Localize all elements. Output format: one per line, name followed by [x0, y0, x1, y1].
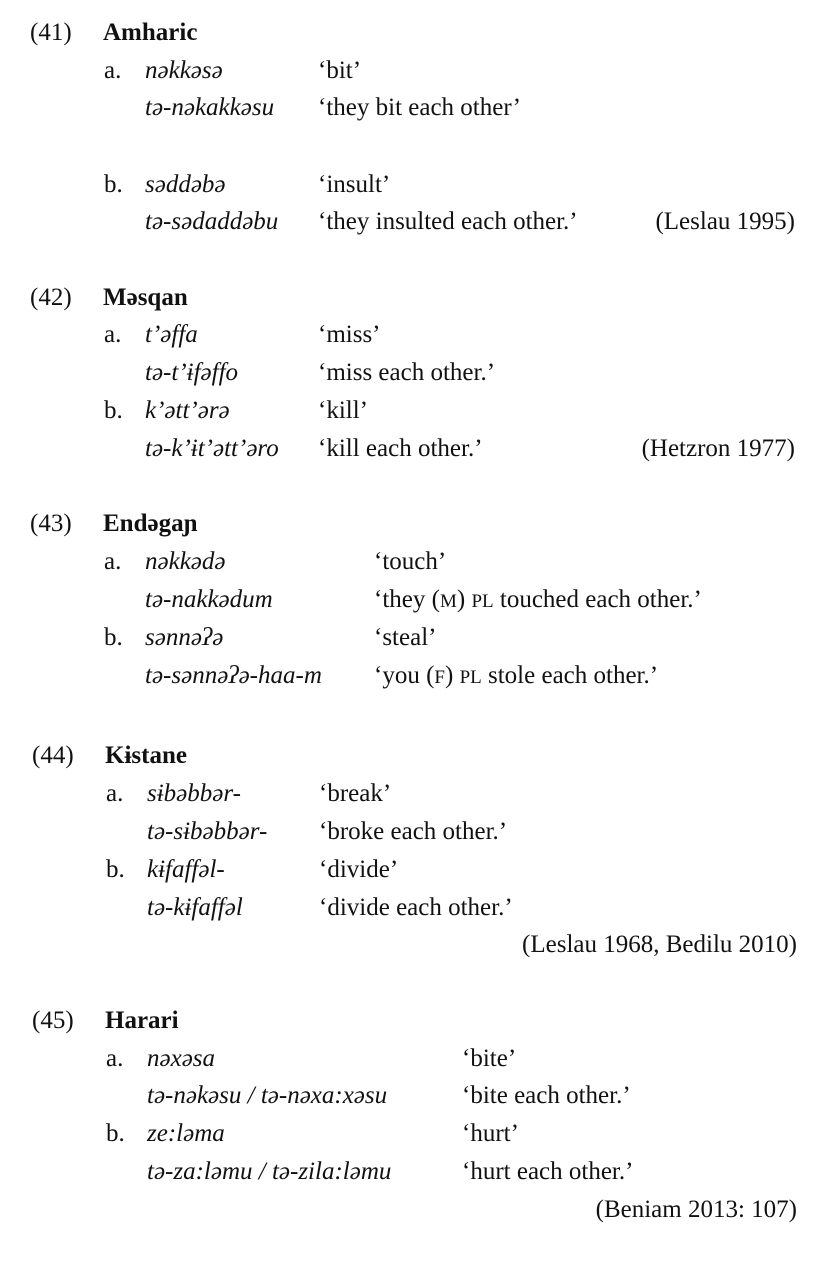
example-44a-letter: a. [106, 780, 124, 807]
example-44a-derived-form: tə-sɨbəbbər- [147, 818, 268, 845]
example-45b-form: ze:ləma [147, 1120, 225, 1147]
example-42b-gloss: ‘kill’ [318, 397, 368, 424]
example-42-number: (42) [30, 284, 72, 311]
example-45b-gloss: ‘hurt’ [462, 1120, 519, 1147]
example-43a-gloss: ‘touch’ [374, 548, 447, 575]
gloss-text: touched each other.’ [493, 586, 702, 613]
example-42a-gloss: ‘miss’ [318, 321, 381, 348]
example-41b-derived-gloss: ‘they insulted each other.’ [318, 208, 578, 235]
example-44b-derived-gloss: ‘divide each other.’ [319, 894, 513, 921]
example-41-language: Amharic [103, 19, 198, 46]
example-41a-letter: a. [104, 57, 122, 84]
example-45b-derived-form: tə-za:ləmu / tə-zila:ləmu [147, 1158, 392, 1185]
example-43a-derived-gloss [374, 587, 702, 612]
example-42b-form: k’ətt’ərə [145, 397, 230, 424]
number-abbreviation: PL [459, 667, 482, 688]
example-42a-form: t’əffa [145, 321, 198, 348]
example-43b-derived-gloss [374, 663, 658, 688]
example-44b-form: kɨfaffəl- [147, 856, 225, 883]
example-44a-form: sɨbəbbər- [147, 780, 241, 807]
gloss-text: stole each other.’ [481, 662, 659, 689]
example-43b-form: sənnəʔə [145, 624, 224, 651]
example-43a-form: nəkkədə [145, 548, 226, 575]
example-41-citation: (Leslau 1995) [655, 208, 795, 235]
example-41a-gloss: ‘bit’ [318, 57, 362, 84]
example-42b-derived-form: tə-k’ɨt’ətt’əro [145, 435, 279, 462]
example-41a-derived-gloss: ‘they bit each other’ [318, 94, 521, 121]
example-45a-derived-form: tə-nəkəsu / tə-nəxa:xəsu [147, 1082, 388, 1109]
example-42b-derived-gloss: ‘kill each other.’ [318, 435, 483, 462]
example-44a-gloss: ‘break’ [319, 780, 392, 807]
example-43a-letter: a. [104, 548, 122, 575]
example-45a-form: nəxəsa [147, 1045, 216, 1072]
example-41b-letter: b. [104, 171, 123, 198]
example-44-number: (44) [32, 742, 74, 769]
example-42b-letter: b. [104, 397, 123, 424]
example-43-language: Endəgaɲ [103, 510, 198, 537]
example-44b-gloss: ‘divide’ [319, 856, 399, 883]
example-45a-derived-gloss: ‘bite each other.’ [462, 1082, 631, 1109]
example-41-number: (41) [30, 19, 72, 46]
number-abbreviation: PL [471, 591, 494, 612]
example-42a-derived-form: tə-t’ɨfəffo [145, 359, 239, 386]
example-43-number: (43) [30, 510, 72, 537]
example-42-citation: (Hetzron 1977) [641, 435, 795, 462]
gloss-text: ) [444, 662, 460, 689]
gender-abbreviation: F [434, 667, 445, 688]
example-45a-gloss: ‘bite’ [462, 1045, 517, 1072]
example-41a-form: nəkkəsə [145, 57, 223, 84]
example-44-citation: (Leslau 1968, Bedilu 2010) [522, 931, 797, 958]
example-43b-derived-form: tə-sənnəʔə-haa-m [145, 662, 322, 689]
example-43b-gloss: ‘steal’ [374, 624, 437, 651]
example-44b-letter: b. [106, 856, 125, 883]
example-45-number: (45) [32, 1007, 74, 1034]
example-41a-derived-form: tə-nəkakkəsu [145, 94, 275, 121]
gloss-text: ) [456, 586, 472, 613]
gender-abbreviation: M [439, 591, 457, 612]
example-44-language: Kɨstane [105, 742, 187, 769]
example-43a-derived-form: tə-nakkədum [145, 586, 273, 613]
example-43b-letter: b. [104, 624, 123, 651]
example-45-language: Harari [105, 1007, 179, 1034]
example-44b-derived-form: tə-kɨfaffəl [147, 894, 243, 921]
example-41b-form: səddəbə [145, 171, 226, 198]
example-42a-letter: a. [104, 321, 122, 348]
example-41b-derived-form: tə-sədaddəbu [145, 208, 279, 235]
example-45b-derived-gloss: ‘hurt each other.’ [462, 1158, 634, 1185]
example-45a-letter: a. [106, 1045, 124, 1072]
example-42-language: Məsqan [103, 284, 188, 311]
example-45-citation: (Beniam 2013: 107) [595, 1196, 797, 1223]
example-41b-gloss: ‘insult’ [318, 171, 391, 198]
example-42a-derived-gloss: ‘miss each other.’ [318, 359, 496, 386]
gloss-text: ‘they ( [374, 586, 440, 613]
example-45b-letter: b. [106, 1120, 125, 1147]
gloss-text: ‘you ( [374, 662, 435, 689]
example-44a-derived-gloss: ‘broke each other.’ [319, 818, 508, 845]
